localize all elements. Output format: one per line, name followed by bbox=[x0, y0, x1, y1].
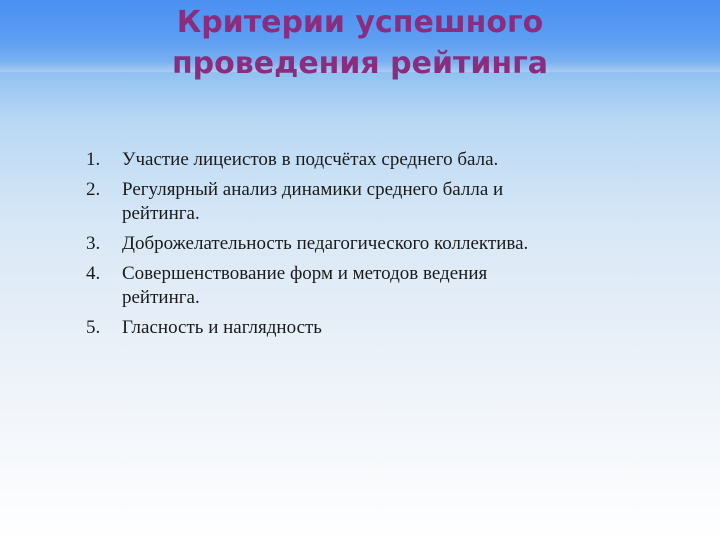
list-item-number: 4. bbox=[86, 263, 101, 284]
list-item-number: 1. bbox=[86, 149, 101, 170]
list-item-text: Регулярный анализ динамики среднего балла и рейтинга. bbox=[122, 179, 504, 224]
slide-title-line-1: Критерии успешного bbox=[176, 5, 544, 40]
list-item-number: 2. bbox=[86, 179, 101, 200]
criteria-list bbox=[86, 148, 566, 346]
list-item-text: Доброжелательность педагогического коллектива. bbox=[122, 233, 529, 254]
slide-title bbox=[0, 2, 720, 84]
list-item bbox=[86, 262, 566, 310]
slide-title-line-2: проведения рейтинга bbox=[171, 46, 549, 81]
list-item-text: Участие лицеистов в подсчётах среднего бала. bbox=[122, 149, 499, 170]
list-item bbox=[86, 316, 566, 340]
list-item-text: Гласность и наглядность bbox=[122, 317, 322, 338]
list-item-number: 3. bbox=[86, 233, 101, 254]
list-item bbox=[86, 148, 566, 172]
list-item bbox=[86, 178, 566, 226]
list-item bbox=[86, 232, 566, 256]
list-item-number: 5. bbox=[86, 317, 101, 338]
list-item-text: Совершенствование форм и методов ведения рейтинга. bbox=[122, 263, 488, 308]
